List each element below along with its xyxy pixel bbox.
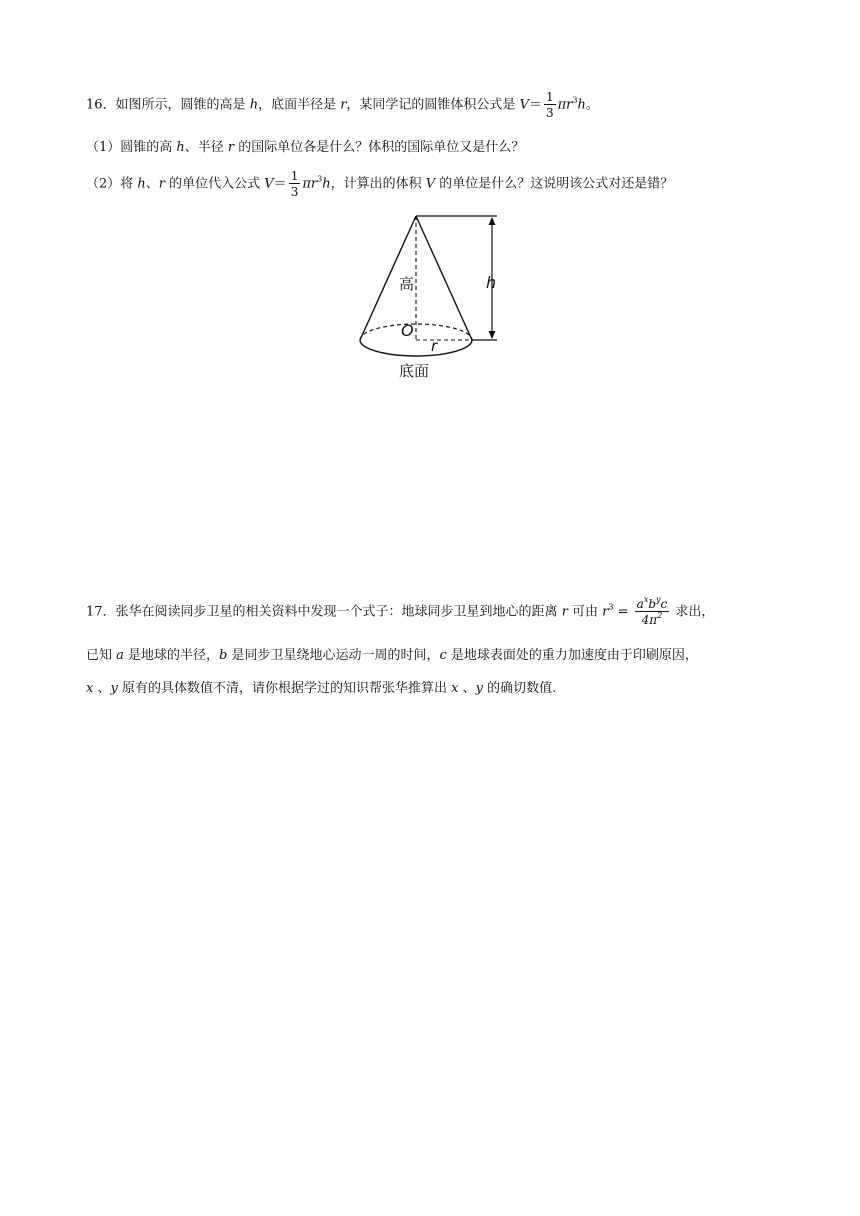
var-y: y bbox=[475, 681, 483, 696]
sub2-text: 的单位是什么？这说明该公式对还是错？ bbox=[435, 176, 674, 192]
q17-text: 、 bbox=[93, 681, 111, 696]
var-y: y bbox=[110, 681, 118, 696]
q16-stem-end: 。 bbox=[585, 97, 599, 113]
var-a: a bbox=[636, 597, 644, 611]
fraction-denominator: 3 bbox=[545, 106, 554, 120]
q16-subquestion-1 bbox=[86, 136, 524, 155]
h-label: h bbox=[486, 273, 497, 292]
q17-line-2 bbox=[86, 644, 698, 663]
var-r: r bbox=[227, 140, 235, 155]
var-h: h bbox=[577, 97, 586, 113]
sub1-text: （1）圆锥的高 bbox=[86, 140, 177, 155]
sub2-text: ，计算出的体积 bbox=[330, 176, 426, 192]
q17-text: 原有的具体数值不清，请你根据学过的知识帮张华推算出 bbox=[117, 681, 452, 696]
sub2-text: （2）将 bbox=[86, 176, 138, 192]
q17-text: 是地球的半径， bbox=[123, 648, 220, 663]
q17-text: 是地球表面处的重力加速度由于印刷原因， bbox=[446, 648, 698, 663]
satellite-fraction bbox=[635, 595, 670, 627]
var-r: r bbox=[561, 604, 568, 620]
exponent: 3 bbox=[608, 602, 614, 612]
base-label: 底面 bbox=[399, 362, 430, 380]
var-c: c bbox=[439, 648, 447, 663]
q17-text: 的确切数值. bbox=[482, 681, 557, 696]
height-label: 高 bbox=[399, 275, 415, 293]
var-V: V bbox=[425, 176, 436, 192]
exponent: 3 bbox=[572, 95, 578, 105]
fraction-denominator bbox=[635, 612, 670, 626]
fraction-denominator: 3 bbox=[290, 185, 299, 199]
formula-pi-r: πr bbox=[302, 176, 318, 192]
var-r: r bbox=[158, 176, 166, 192]
arrow-head-up bbox=[489, 217, 496, 225]
arrow-head-down bbox=[489, 331, 496, 339]
q17-text: 已知 bbox=[86, 648, 117, 663]
q17-text: 可由 bbox=[567, 604, 603, 620]
sub2-text: 、 bbox=[145, 176, 159, 192]
fraction-numerator: 1 bbox=[290, 169, 299, 183]
var-r: r bbox=[602, 604, 609, 620]
exponent-x: x bbox=[643, 595, 649, 604]
cone-figure bbox=[355, 208, 515, 383]
var-a: a bbox=[116, 648, 124, 663]
q17-text: 是同步卫星绕地心运动一周的时间， bbox=[227, 648, 440, 663]
var-b: b bbox=[219, 648, 228, 663]
q16-subquestion-2 bbox=[86, 170, 673, 198]
q16-stem-text: 如图所示，圆锥的高是 bbox=[115, 97, 250, 113]
center-label: O bbox=[401, 321, 414, 340]
q17-line-1 bbox=[86, 595, 715, 627]
exponent: 2 bbox=[657, 611, 663, 620]
cone-slant-right bbox=[416, 216, 472, 340]
fraction-numerator bbox=[635, 595, 670, 612]
sub2-text: 的单位代入公式 bbox=[165, 176, 265, 192]
fraction-numerator: 1 bbox=[545, 90, 554, 104]
q17-line-3 bbox=[86, 677, 556, 696]
equals-sign: ＝ bbox=[273, 176, 287, 192]
var-r: r bbox=[340, 97, 347, 113]
exponent-y: y bbox=[656, 595, 661, 604]
q17-text: 张华在阅读同步卫星的相关资料中发现一个式子：地球同步卫星到地心的距离 bbox=[115, 604, 562, 620]
var-h: h bbox=[176, 140, 185, 155]
base-front-edge bbox=[360, 340, 472, 356]
var-h: h bbox=[249, 97, 259, 113]
var-x: x bbox=[451, 681, 459, 696]
q17-number: 17． bbox=[86, 604, 116, 620]
equals-sign: ＝ bbox=[528, 97, 542, 113]
var-x: x bbox=[86, 681, 94, 696]
var-h: h bbox=[137, 176, 146, 192]
var-c: c bbox=[660, 597, 668, 611]
q16-stem-text: ，某同学记的圆锥体积公式是 bbox=[346, 97, 520, 113]
fraction-one-third bbox=[289, 170, 301, 198]
r-label: r bbox=[431, 337, 438, 355]
sub1-text: 的国际单位各是什么？体积的国际单位又是什么？ bbox=[234, 140, 525, 155]
fraction-one-third bbox=[544, 91, 556, 119]
four-pi: 4π bbox=[641, 613, 658, 627]
var-b: b bbox=[648, 597, 657, 611]
var-h: h bbox=[322, 176, 331, 192]
formula-pi-r: πr bbox=[557, 97, 573, 113]
var-V: V bbox=[264, 176, 274, 192]
q16-stem bbox=[86, 91, 599, 119]
var-V: V bbox=[519, 97, 529, 113]
q17-text: 、 bbox=[458, 681, 476, 696]
sub1-text: 、半径 bbox=[184, 140, 228, 155]
q17-text: 求出， bbox=[671, 604, 715, 620]
q16-stem-text: ，底面半径是 bbox=[258, 97, 341, 113]
equals-sign: = bbox=[613, 604, 633, 620]
q16-number: 16． bbox=[86, 97, 116, 113]
exponent: 3 bbox=[317, 174, 323, 184]
